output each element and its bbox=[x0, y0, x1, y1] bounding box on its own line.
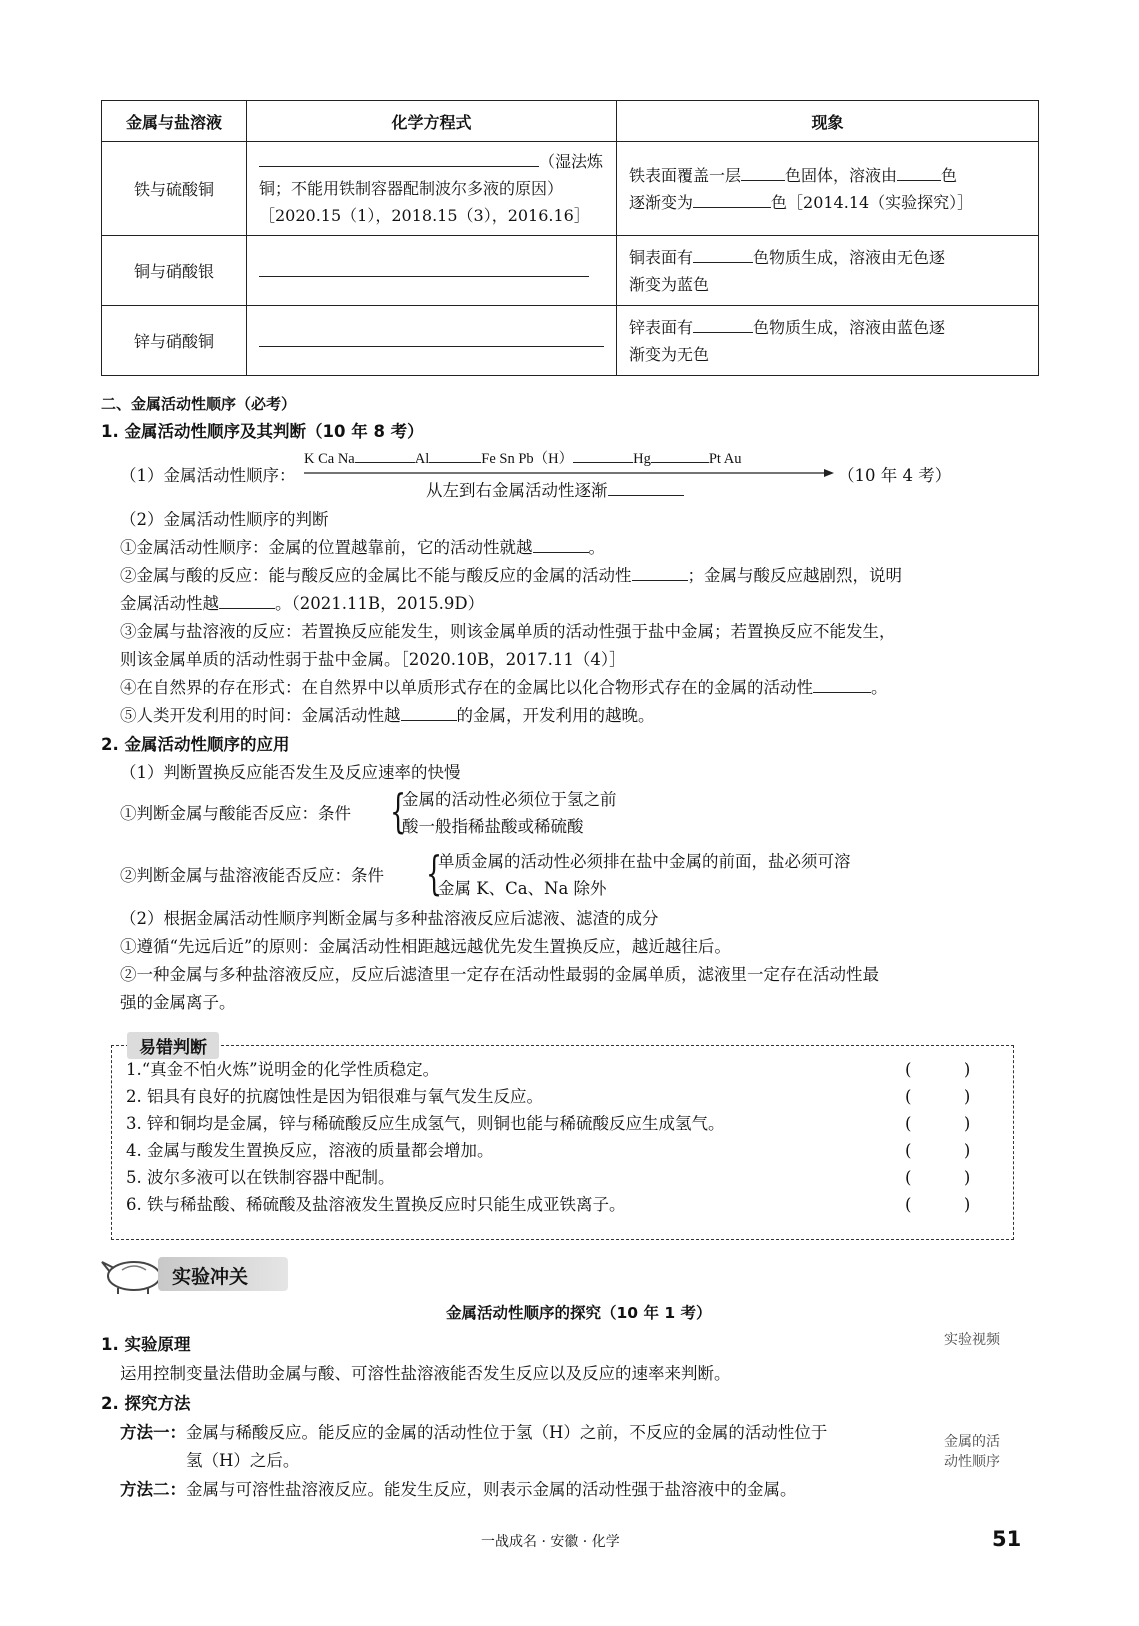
activity-series: K Ca Na Al Fe Sn Pb（H） Hg Pt Au 从左到右金属活动性逐渐 bbox=[304, 450, 834, 510]
judgment-item: 6. 铁与稀盐酸、稀硫酸及盐溶液发生置换反应时只能生成亚铁离子。 bbox=[126, 1195, 626, 1214]
principle-text: 运用控制变量法借助金属与酸、可溶性盐溶液能否发生反应以及反应的速率来判断。 bbox=[120, 1364, 731, 1383]
brace-icon: { bbox=[390, 784, 407, 838]
error-judgment-tag: 易错判断 bbox=[127, 1032, 219, 1059]
table-header: 化学方程式 bbox=[247, 101, 617, 142]
table-cell-metal: 锌与硝酸铜 bbox=[102, 306, 247, 376]
activity-order-note[interactable]: 金属的活 动性顺序 bbox=[944, 1434, 1000, 1470]
judge-item-4: ④在自然界的存在形式：在自然界中以单质形式存在的金属比以化合物形式存在的金属的活动性 。 bbox=[120, 678, 888, 697]
method-label: 方法一： bbox=[120, 1423, 186, 1442]
judge-item-1: ①金属活动性顺序：金属的位置越靠前，它的活动性就越 。 bbox=[120, 538, 605, 557]
apply-item-2-label: ②判断金属与盐溶液能否反应：条件 bbox=[120, 866, 384, 885]
section-title: 二、金属活动性顺序（必考） bbox=[101, 395, 297, 413]
brace-icon: { bbox=[426, 846, 443, 900]
table-row bbox=[102, 236, 1039, 306]
table-cell-equation bbox=[247, 236, 617, 306]
subsection-title: 2. 金属活动性顺序的应用 bbox=[101, 735, 290, 754]
method-text-cont: 氢（H）之后。 bbox=[186, 1451, 300, 1470]
method-text: 金属与可溶性盐溶液反应。能发生反应，则表示金属的活动性强于盐溶液中的金属。 bbox=[186, 1480, 797, 1499]
table-row bbox=[102, 142, 1039, 236]
table-cell-metal: 铜与硝酸银 bbox=[102, 236, 247, 306]
answer-parens[interactable]: ( ) bbox=[905, 1168, 971, 1187]
judgment-item: 1.“真金不怕火炼”说明金的化学性质稳定。 bbox=[126, 1060, 440, 1079]
rhino-icon bbox=[100, 1252, 166, 1296]
judge-item-2: ②金属与酸的反应：能与酸反应的金属比不能与酸反应的金属的活动性 ；金属与酸反应越剧烈，说明 bbox=[120, 566, 902, 585]
video-note[interactable]: 实验视频 bbox=[944, 1332, 1000, 1348]
apply-rule-1: ①遵循“先远后近”的原则：金属活动性相距越远越优先发生置换反应，越近越往后。 bbox=[120, 937, 731, 956]
table-header-row bbox=[102, 101, 1039, 142]
metal-salt-table bbox=[101, 100, 1039, 376]
table-cell-equation bbox=[247, 306, 617, 376]
page-number: 51 bbox=[992, 1527, 1022, 1551]
judgment-item: 3. 锌和铜均是金属，锌与稀硫酸反应生成氢气，则铜也能与稀硫酸反应生成氢气。 bbox=[126, 1114, 725, 1133]
footer-book-title: 一战成名 · 安徽 · 化学 bbox=[481, 1534, 620, 1550]
method-text: 金属与稀酸反应。能反应的金属的活动性位于氢（H）之前，不反应的金属的活动性位于 bbox=[186, 1423, 828, 1442]
apply-rule-2: ②一种金属与多种盐溶液反应，反应后滤渣里一定存在活动性最弱的金属单质，滤液里一定存在活动性最 bbox=[120, 965, 879, 984]
judge-title: （2）金属活动性顺序的判断 bbox=[120, 510, 329, 529]
table-header: 现象 bbox=[617, 101, 1039, 142]
table-cell-phenomenon: 锌表面有 色物质生成，溶液由蓝色逐 渐变为无色 bbox=[617, 306, 1039, 376]
apply-title: （2）根据金属活动性顺序判断金属与多种盐溶液反应后滤液、滤渣的成分 bbox=[120, 909, 659, 928]
table-cell-phenomenon: 铜表面有 色物质生成，溶液由无色逐 渐变为蓝色 bbox=[617, 236, 1039, 306]
judgment-item: 5. 波尔多液可以在铁制容器中配制。 bbox=[126, 1168, 395, 1187]
judge-item-5: ⑤人类开发利用的时间：金属活动性越 的金属，开发利用的越晚。 bbox=[120, 706, 655, 725]
apply-title: （1）判断置换反应能否发生及反应速率的快慢 bbox=[120, 763, 461, 782]
experiment-title: 金属活动性顺序的探究（10 年 1 考） bbox=[446, 1304, 712, 1322]
arrow-icon bbox=[304, 468, 834, 478]
subsection-title: 1. 实验原理 bbox=[101, 1335, 191, 1354]
table-cell-metal: 铁与硫酸铜 bbox=[102, 142, 247, 236]
condition: 金属 K、Ca、Na 除外 bbox=[438, 879, 607, 898]
table-cell-phenomenon: 铁表面覆盖一层 色固体，溶液由 色 逐渐变为 色［2014.14（实验探究）］ bbox=[617, 142, 1039, 236]
answer-parens[interactable]: ( ) bbox=[905, 1060, 971, 1079]
answer-parens[interactable]: ( ) bbox=[905, 1114, 971, 1133]
condition: 酸一般指稀盐酸或稀硫酸 bbox=[402, 817, 584, 836]
answer-parens[interactable]: ( ) bbox=[905, 1195, 971, 1214]
judgment-item: 4. 金属与酸发生置换反应，溶液的质量都会增加。 bbox=[126, 1141, 494, 1160]
answer-parens[interactable]: ( ) bbox=[905, 1141, 971, 1160]
experiment-banner: 实验冲关 bbox=[158, 1257, 288, 1291]
order-note: （10 年 4 考） bbox=[838, 466, 952, 485]
subsection-title: 1. 金属活动性顺序及其判断（10 年 8 考） bbox=[101, 422, 424, 441]
subsection-title: 2. 探究方法 bbox=[101, 1394, 191, 1413]
series-metals: K Ca Na bbox=[304, 451, 355, 467]
judge-item-3-cont: 则该金属单质的活动性弱于盐中金属。［2020.10B，2017.11（4）］ bbox=[120, 650, 626, 669]
apply-item-1-label: ①判断金属与酸能否反应：条件 bbox=[120, 804, 351, 823]
method-label: 方法二： bbox=[120, 1480, 186, 1499]
judge-item-3: ③金属与盐溶液的反应：若置换反应能发生，则该金属单质的活动性强于盐中金属；若置换反应不能发生， bbox=[120, 622, 896, 641]
apply-rule-2-cont: 强的金属离子。 bbox=[120, 993, 236, 1012]
order-label: （1）金属活动性顺序： bbox=[120, 466, 296, 485]
judgment-item: 2. 铝具有良好的抗腐蚀性是因为铝很难与氧气发生反应。 bbox=[126, 1087, 543, 1106]
condition: 金属的活动性必须位于氢之前 bbox=[402, 790, 617, 809]
table-header: 金属与盐溶液 bbox=[102, 101, 247, 142]
condition: 单质金属的活动性必须排在盐中金属的前面，盐必须可溶 bbox=[438, 852, 851, 871]
answer-parens[interactable]: ( ) bbox=[905, 1087, 971, 1106]
table-cell-equation: （湿法炼 铜；不能用铁制容器配制波尔多液的原因） ［2020.15（1），2018.15（3），2016.16］ bbox=[247, 142, 617, 236]
table-row bbox=[102, 306, 1039, 376]
series-caption: 从左到右金属活动性逐渐 bbox=[426, 481, 608, 500]
judge-item-2-cont: 金属活动性越 。（2021.11B，2015.9D） bbox=[120, 594, 485, 613]
